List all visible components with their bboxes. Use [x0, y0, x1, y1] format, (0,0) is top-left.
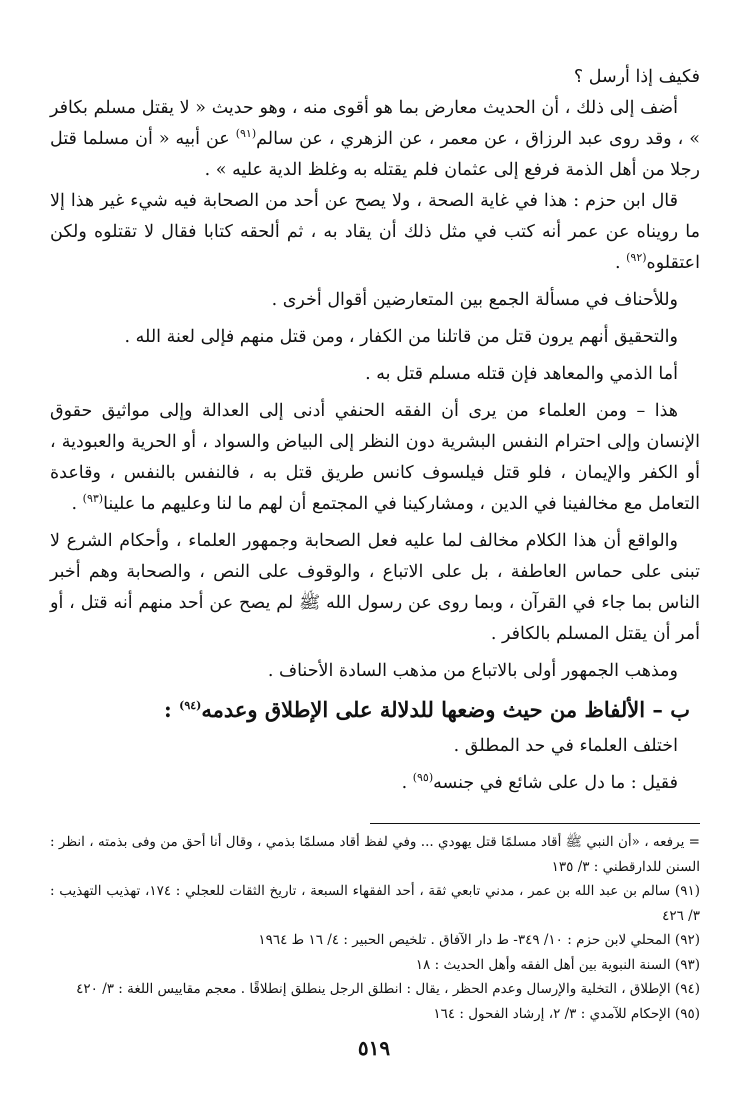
paragraph-6: أما الذمي والمعاهد فإن قتله مسلم قتل به .	[365, 364, 678, 384]
paragraph-10: اختلف العلماء في حد المطلق .	[453, 736, 678, 756]
footnote-92: (٩٢) المحلي لابن حزم : ١٠/ ٣٤٩- ط دار الآفاق . تلخيص الحبير : ٤/ ١٦ ط ١٩٦٤	[258, 932, 700, 948]
paragraph-1: فكيف إذا أرسل ؟	[573, 67, 700, 87]
footnote-ref-92[interactable]: (٩٢)	[626, 251, 647, 265]
paragraph-2: أضف إلى ذلك ، أن الحديث معارض بما هو أقوى منه ، وهو حديث « لا يقتل مسلم بكافر » ، وقد روى عبد الرزاق ، عن معمر ، عن الزهري ، عن سالم$^{(٩١)}$ عن أبيه « أن مسلما قتل رجلا من أهل الذمة فرفع إلى عثمان فلم يقتله به وغلظ الدية عليه » .	[50, 98, 700, 180]
section-heading: ب – الألفاظ من حيث وضعها للدلالة على الإطلاق وعدمه$^{(٩٤)}$ :	[164, 697, 690, 722]
paragraph-5: والتحقيق أنهم يرون قتل من قاتلنا من الكفار ، ومن قتل منهم فإلى لعنة الله .	[124, 327, 678, 347]
paragraph-7: هذا – ومن العلماء من يرى أن الفقه الحنفي أدنى إلى العدالة وإلى مواثيق حقوق الإنسان وإلى احترام النفس البشرية دون النظر إلى البياض والسواد ، أو الحرية والعبودية ، أو الكفر والإيمان ، فلو قتل فيلسوف كانس طريق قتل به ، فالنفس بالنفس ، وقاعدة التعامل مع مخالفينا في الدين ، ومشاركينا في المجتمع أن لهم ما لنا وعليهم ما علينا$^{(٩٣)}$ .	[50, 401, 700, 514]
paragraph-11: فقيل : ما دل على شائع في جنسه$^{(٩٥)}$ .	[401, 771, 678, 793]
paragraph-8: والواقع أن هذا الكلام مخالف لما عليه فعل الصحابة وجمهور العلماء ، وأحكام الشرع لا تبنى على حماس العاطفة ، بل على الاتباع ، والوقوف على النص ، والصحابة وهم أخبر الناس بما جاء في القرآن ، وبما روى عن رسول الله ﷺ لم يصح عن أحد منهم أنه قتل ، أو أمر أن يقتل المسلم بالكافر .	[50, 531, 700, 644]
footnote-95: (٩٥) الإحكام للآمدي : ٣/ ٢، إرشاد الفحول : ١٦٤	[433, 1005, 700, 1022]
footnote-ref-93[interactable]: (٩٣)	[82, 492, 104, 506]
footnote-91: (٩١) سالم بن عبد الله بن عمر ، مدني تابعي ثقة ، أحد الفقهاء السبعة ، تاريخ الثقات للعجلي : ١٧٤، تهذيب التهذيب : ٣/ ٤٢٦	[50, 883, 700, 924]
paragraph-3: قال ابن حزم : هذا في غاية الصحة ، ولا يصح عن أحد من الصحابة فيه شيء غير هذا إلا ما رويناه عن عمر أنه كتب في مثل ذلك أن يقاد به ، ثم ألحقه كتابا فقال لا تقتلوه ولكن اعتقلوه$^{(٩٢)}$ .	[50, 191, 700, 273]
main-text	[50, 62, 700, 799]
footnotes	[50, 830, 700, 1026]
footnote-94: (٩٤) الإطلاق ، التخلية والإرسال وعدم الحظر ، يقال : انطلق الرجل ينطلق إنطلاقًا . معجم مقاييس اللغة : ٣/ ٤٢٠	[76, 981, 700, 997]
footnote-ref-94[interactable]: (٩٤)	[179, 699, 202, 712]
footnote-ref-91[interactable]: (٩١)	[235, 127, 257, 141]
paragraph-9: ومذهب الجمهور أولى بالاتباع من مذهب السادة الأحناف .	[267, 661, 678, 681]
footnote-separator	[370, 823, 700, 824]
footnote-ref-95[interactable]: (٩٥)	[412, 771, 434, 785]
paragraph-4: وللأحناف في مسألة الجمع بين المتعارضين أقوال أخرى .	[271, 290, 678, 310]
page-number: ٥١٩	[357, 1036, 391, 1060]
footnote-93: (٩٣) السنة النبوية بين أهل الفقه وأهل الحديث : ١٨	[415, 956, 700, 973]
footnote-continued: = يرفعه ، «أن النبي ﷺ أقاد مسلمًا قتل يهودي ... وفي لفظ أقاد مسلمًا بذمي ، وقال أنا أحق من وفى بذمته ، انظر : السنن للدارقطني : ٣/ ١٣٥	[50, 834, 700, 875]
